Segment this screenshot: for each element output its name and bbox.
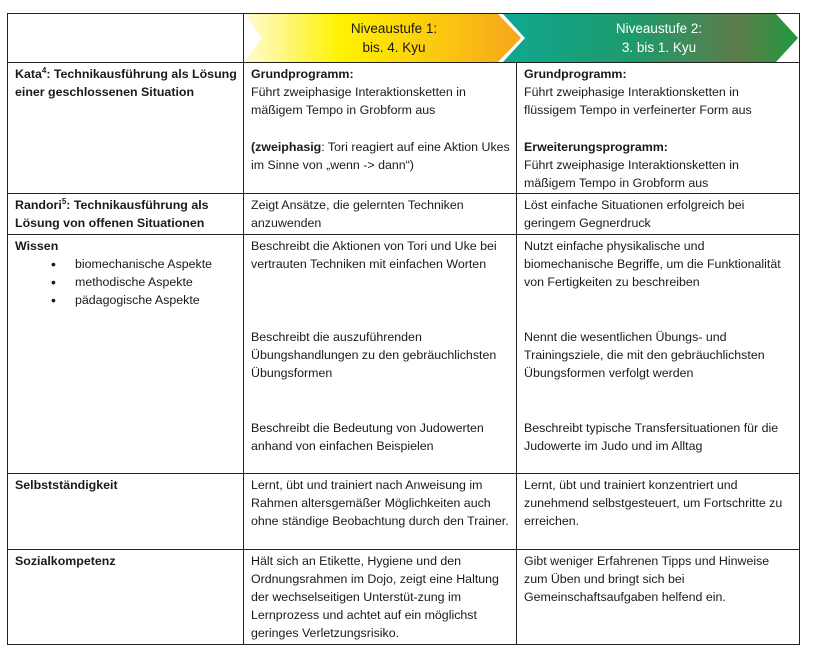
sozial-level1: Hält sich an Etikette, Hygiene und den Ordnungsrahmen im Dojo, zeigt eine Haltung der wechselseitigen Unterstüt-zung im Lernprozess und achtet auf ein möglichst geringes Verletzungsrisiko. [244,549,517,644]
list-item: • methodische Aspekte [51,273,237,291]
kata-level2 [517,63,800,194]
wissen-aspects-list [15,255,237,310]
kata-l2-heading2: Erweiterungsprogramm: [524,139,668,154]
wissen-l2-item: Beschreibt typische Transfersituationen für die Judowerte im Judo und im Alltag [524,420,779,453]
row-wissen [8,234,800,473]
sozial-label: Sozialkompetenz [8,549,244,644]
header-empty-cell [8,14,244,63]
kata-level1 [244,63,517,194]
list-item: • biomechanische Aspekte [51,255,237,273]
randori-level2: Löst einfache Situationen erfolgreich bei geringem Gegnerdruck [517,194,800,234]
kata-l2-text: Führt zweiphasige Interaktionsketten in flüssigem Tempo in verfeinerter Form aus [524,85,752,118]
wissen-l1-item: Beschreibt die Aktionen von Tori und Uke bei vertrauten Techniken mit einfachen Worten [251,238,497,271]
competency-table [7,13,800,645]
randori-label: Randori$^5$: Technikausführung als Lösung von offenen Situationen [8,194,244,234]
row-sozialkompetenz [8,549,800,644]
header-banner-cell [244,14,800,63]
wissen-label [8,234,244,473]
level2-heading [554,14,764,62]
kata-l1-note: (zweiphasig: Tori reagiert auf eine Aktion Ukes im Sinne von „wenn -> dann“) [251,139,510,172]
randori-level1: Zeigt Ansätze, die gelernten Techniken anzuwenden [244,194,517,234]
level1-title: Niveaustufe 1: [350,21,438,36]
wissen-level1 [244,234,517,473]
row-selbststaendigkeit [8,473,800,549]
selbst-label: Selbstständigkeit [8,473,244,549]
wissen-l2-item: Nutzt einfache physikalische und biomechanische Begriffe, um die Funktionalität von Fertigkeiten zu beschreiben [524,238,781,290]
level1-heading [294,14,494,62]
kata-l2-heading: Grundprogramm: [524,67,627,81]
row-randori [8,194,800,234]
level2-title: Niveaustufe 2: [615,21,703,36]
wissen-l1-item: Beschreibt die Bedeutung von Judowerten anhand von einfachen Beispielen [251,420,484,453]
kata-l1-heading: Grundprogramm: [251,67,354,81]
kata-l1-text: Führt zweiphasige Interaktionsketten in mäßigem Tempo in Grobform aus [251,85,466,118]
wissen-title: Wissen [15,238,59,253]
header-row [8,14,800,63]
wissen-l1-item: Beschreibt die auszuführenden Übungshandlungen zu den gebräuchlichsten Übungsformen [251,329,497,381]
selbst-level1: Lernt, übt und trainiert nach Anweisung im Rahmen altersgemäßer Möglichkeiten auch ohne ständige Beobachtung durch den Trainer. [244,473,517,549]
selbst-level2: Lernt, übt und trainiert konzentriert und zunehmend selbstgesteuert, um Fortschritte zu erreichen. [517,473,800,549]
list-item: • pädagogische Aspekte [51,291,237,309]
sozial-level2: Gibt weniger Erfahrenen Tipps und Hinweise zum Üben und bringt sich bei Gemeinschaftsaufgaben helfend ein. [517,549,800,644]
kata-l2-text2: Führt zweiphasige Interaktionsketten in mäßigem Tempo in Grobform aus [524,157,739,191]
row-kata [8,63,800,194]
level2-subtitle: 3. bis 1. Kyu [621,40,697,55]
wissen-level2 [517,234,800,473]
level1-subtitle: bis. 4. Kyu [362,40,426,55]
kata-label: Kata$^4$: Technikausführung als Lösung einer geschlossenen Situation [8,63,244,194]
wissen-l2-item: Nennt die wesentlichen Übungs- und Trainingsziele, die mit den gebräuchlichsten Übungsformen verfolgt werden [524,329,765,381]
